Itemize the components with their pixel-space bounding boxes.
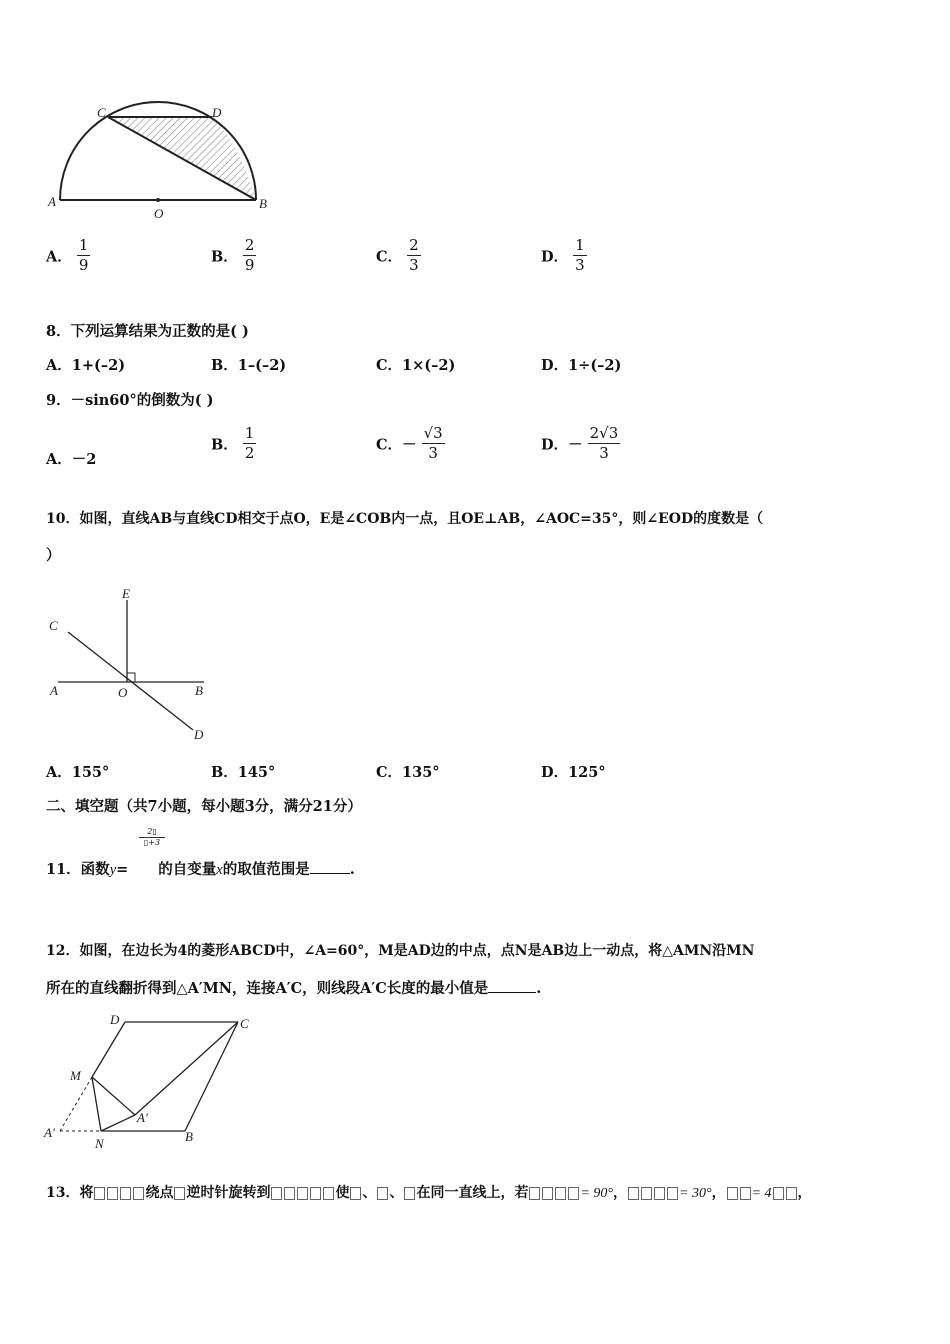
q10-option-c[interactable]: C．135°: [376, 764, 440, 781]
q8-stem: 8．下列运算结果为正数的是( ): [46, 323, 249, 340]
q7-option-b-letter: B．: [211, 248, 238, 266]
rhombus-figure: [40, 1010, 270, 1155]
q12-answer-blank[interactable]: [488, 992, 536, 993]
q7-option-b-fraction: $\frac{2}{9}$: [244, 236, 255, 275]
q10-option-d[interactable]: D．125°: [541, 764, 606, 781]
q7-option-c-fraction: $\frac{2}{3}$: [409, 236, 419, 275]
label-E: E: [122, 586, 130, 601]
q9-option-c-fraction: $\frac{√3}{3}$: [423, 424, 443, 463]
q7-option-d-fraction: $\frac{1}{3}$: [575, 236, 585, 275]
q8-option-b[interactable]: B．1–(–2): [211, 357, 287, 374]
label-B: B: [259, 196, 267, 211]
q8-option-a[interactable]: A．1+(–2): [46, 357, 126, 374]
q12-stem-line2: 所在的直线翻折得到△A′MN，连接A′C，则线段A′C长度的最小值是 .: [46, 980, 542, 997]
q9-option-d[interactable]: [541, 425, 620, 463]
q11-garbled-fraction: 2▯ ▯+3: [139, 827, 165, 848]
label-A: A: [50, 683, 58, 698]
q11-answer-blank[interactable]: [310, 873, 350, 874]
label-B: B: [185, 1129, 193, 1144]
q9-option-c-letter: C．－: [376, 436, 417, 454]
q13-stem: 13．将 绕点 逆时针旋转到 使 、 、 在同一直线上，若 = 90°， = 30°， = 4 ，: [46, 1185, 812, 1201]
q9-option-d-fraction: $\frac{2√3}{3}$: [589, 424, 619, 463]
label-M: M: [70, 1068, 81, 1083]
q7-option-d-letter: D．: [541, 248, 569, 266]
q8-option-c[interactable]: C．1×(–2): [376, 357, 456, 374]
q10-option-b[interactable]: B．145°: [211, 764, 276, 781]
label-A-prime-inner: A′: [137, 1110, 148, 1125]
q8-option-d[interactable]: D．1÷(–2): [541, 357, 622, 374]
label-C: C: [97, 105, 106, 120]
q7-option-d[interactable]: [541, 237, 587, 275]
q7-option-c-letter: C．: [376, 248, 403, 266]
intersecting-lines-figure: [40, 580, 220, 750]
label-B: B: [195, 683, 203, 698]
semicircle-figure: [40, 95, 280, 225]
label-O: O: [154, 206, 164, 221]
q9-option-d-letter: D．－: [541, 436, 583, 454]
q7-option-a[interactable]: [46, 237, 90, 275]
q9-option-c[interactable]: [376, 425, 445, 463]
q9-option-b-fraction: $\frac{1}{2}$: [244, 424, 255, 463]
q7-option-a-letter: A．: [46, 248, 72, 266]
label-A: A: [48, 194, 56, 209]
label-N: N: [95, 1136, 104, 1151]
q7-option-c[interactable]: [376, 237, 421, 275]
q10-stem-line1: 10．如图，直线AB与直线CD相交于点O，E是∠COB内一点，且OE⊥AB，∠AOC=35°，则∠EOD的度数是（: [46, 511, 764, 527]
q10-option-a[interactable]: A．155°: [46, 764, 110, 781]
label-A-prime-outer: A′: [44, 1125, 55, 1140]
label-C: C: [49, 618, 58, 633]
label-D: D: [212, 105, 222, 120]
label-D: D: [194, 727, 204, 742]
q7-option-a-fraction: $\frac{1}{9}$: [78, 236, 89, 275]
label-O: O: [118, 685, 128, 700]
label-C: C: [240, 1016, 249, 1031]
q7-option-b[interactable]: [211, 237, 256, 275]
section-heading: 二、填空题（共7小题，每小题3分，满分21分）: [46, 798, 362, 815]
q11-stem: 11．函数y= 的自变量x的取值范围是 .: [46, 861, 355, 878]
q9-option-a[interactable]: A．－2: [46, 451, 97, 468]
q9-option-b-letter: B．: [211, 436, 238, 454]
q9-option-b[interactable]: [211, 425, 256, 463]
q10-stem-line2: ）: [46, 547, 61, 564]
q9-stem: 9．－sin60°的倒数为( ): [46, 392, 214, 409]
q12-stem-line1: 12．如图，在边长为4的菱形ABCD中，∠A=60°，M是AD边的中点，点N是AB边上一动点，将△AMN沿MN: [46, 943, 755, 959]
label-D: D: [110, 1012, 120, 1027]
